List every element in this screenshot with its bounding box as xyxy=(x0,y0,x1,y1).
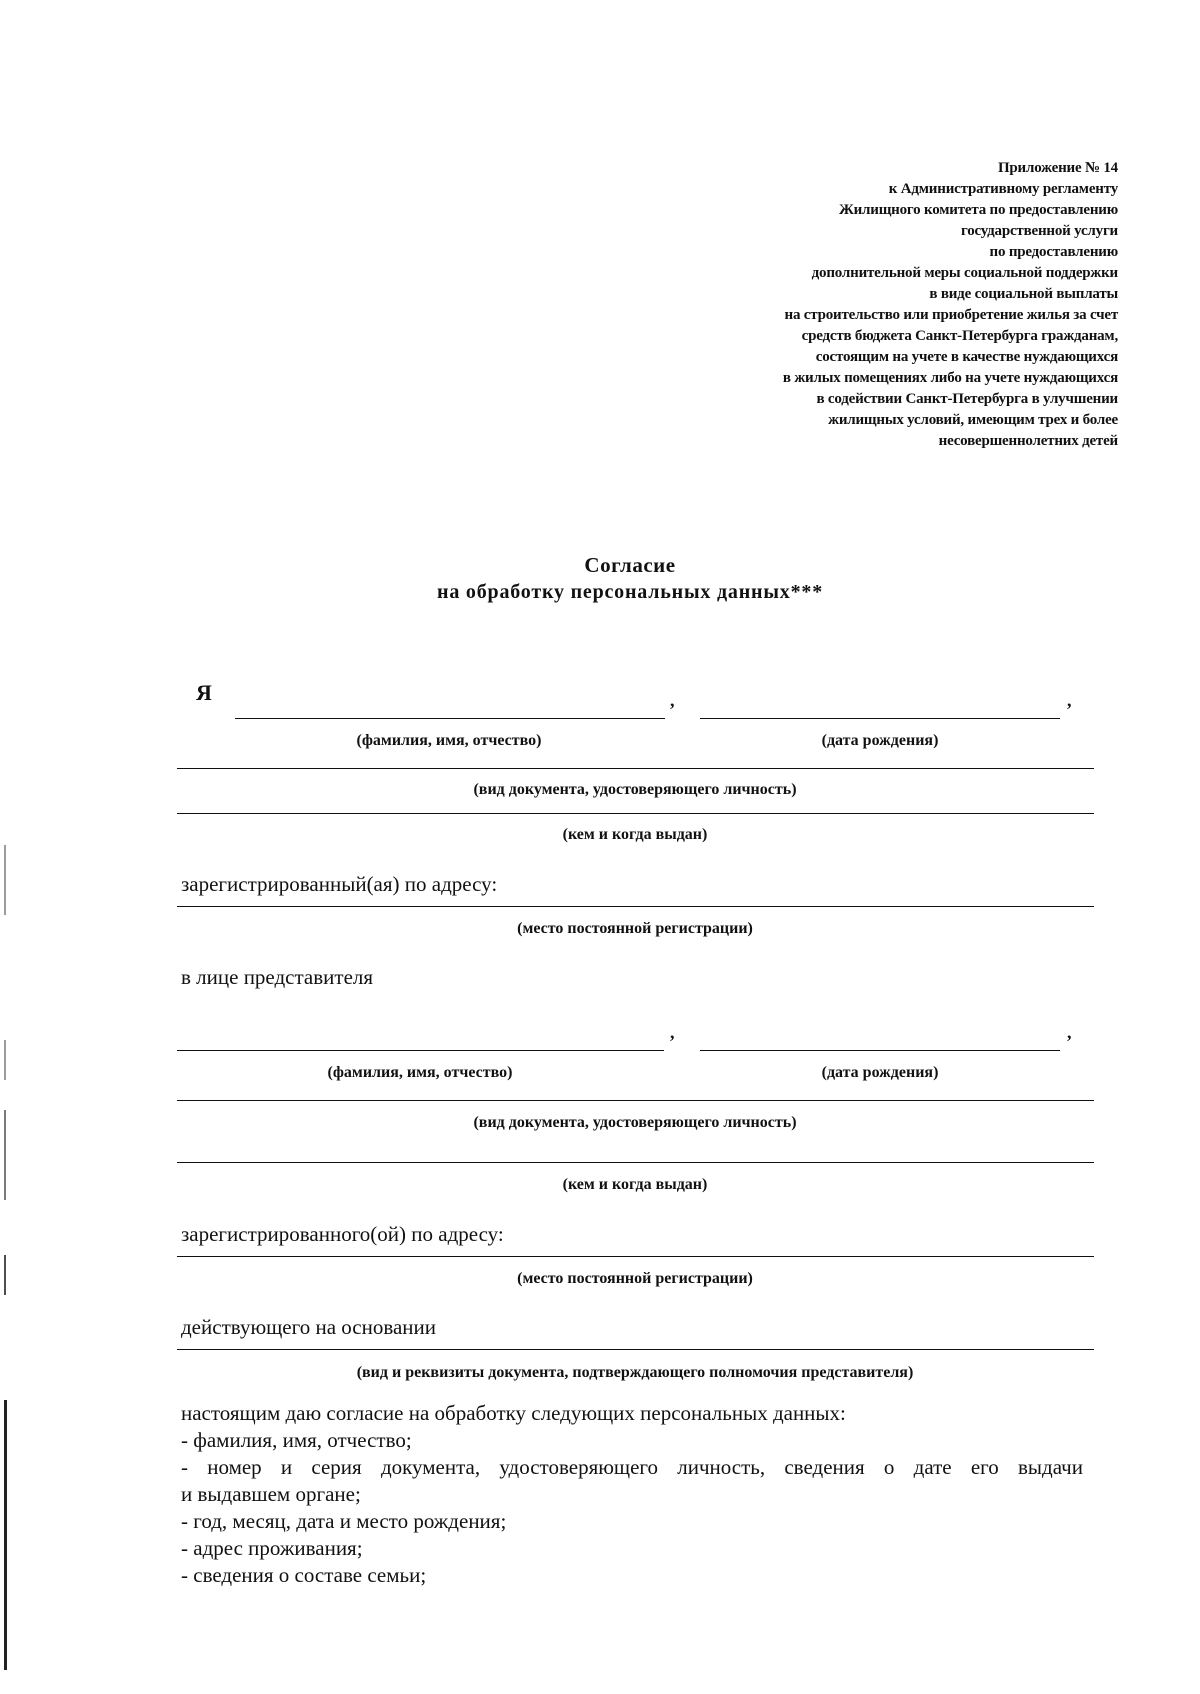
scan-artifact xyxy=(4,1400,7,1670)
applicant-document-field[interactable] xyxy=(177,768,1094,769)
comma: , xyxy=(670,1022,675,1042)
applicant-registered-label: зарегистрированный(ая) по адресу: xyxy=(181,872,498,896)
appendix-line: несовершеннолетних детей xyxy=(938,433,1118,449)
applicant-initial: Я xyxy=(196,680,212,705)
appendix-line: к Административному регламенту xyxy=(888,181,1118,197)
appendix-line: Приложение № 14 xyxy=(997,160,1118,176)
comma: , xyxy=(670,690,675,710)
representative-intro: в лице представителя xyxy=(181,965,374,989)
applicant-fio-field[interactable] xyxy=(235,718,665,719)
consent-item: - адрес проживания; xyxy=(181,1536,363,1560)
applicant-fio-caption: (фамилия, имя, отчество) xyxy=(356,732,542,749)
representative-issued-caption: (кем и когда выдан) xyxy=(562,1176,708,1193)
scan-artifact xyxy=(4,845,6,915)
consent-item: - номер и серия документа, удостоверяющего личность, сведения о дате его выдачи xyxy=(181,1455,1083,1479)
comma: , xyxy=(1067,1022,1072,1042)
consent-item: и выдавшем органе; xyxy=(181,1482,361,1506)
applicant-address-caption: (место постоянной регистрации) xyxy=(517,920,753,937)
appendix-line: дополнительной меры социальной поддержки xyxy=(811,265,1118,281)
representative-registered-label: зарегистрированного(ой) по адресу: xyxy=(181,1222,504,1246)
document-title xyxy=(0,552,1200,605)
representative-dob-field[interactable] xyxy=(700,1050,1060,1051)
representative-basis-field[interactable] xyxy=(177,1349,1094,1350)
applicant-dob-field[interactable] xyxy=(700,718,1060,719)
title-line-1: Согласие xyxy=(584,553,676,577)
consent-section xyxy=(181,1400,1083,1589)
representative-basis-label: действующего на основании xyxy=(181,1315,437,1339)
consent-item: - фамилия, имя, отчество; xyxy=(181,1428,412,1452)
scan-artifact xyxy=(4,1040,6,1080)
applicant-issued-caption: (кем и когда выдан) xyxy=(562,826,708,843)
representative-fio-field[interactable] xyxy=(177,1050,664,1051)
appendix-header xyxy=(598,158,1118,452)
consent-item: - сведения о составе семьи; xyxy=(181,1563,427,1587)
representative-dob-caption: (дата рождения) xyxy=(821,1064,939,1081)
appendix-line: средств бюджета Санкт-Петербурга гражданам, xyxy=(801,328,1118,344)
applicant-issued-field[interactable] xyxy=(177,813,1094,814)
appendix-line: государственной услуги xyxy=(960,223,1118,239)
representative-address-field[interactable] xyxy=(177,1256,1094,1257)
representative-document-caption: (вид документа, удостоверяющего личность) xyxy=(473,1114,797,1131)
representative-basis-caption: (вид и реквизиты документа, подтверждающего полномочия представителя) xyxy=(356,1364,914,1381)
appendix-line: в содействии Санкт-Петербурга в улучшении xyxy=(816,391,1118,407)
appendix-line: в виде социальной выплаты xyxy=(929,286,1118,302)
appendix-line: в жилых помещениях либо на учете нуждающихся xyxy=(782,370,1118,386)
representative-document-field[interactable] xyxy=(177,1100,1094,1101)
appendix-line: на строительство или приобретение жилья за счет xyxy=(784,307,1118,323)
applicant-address-field[interactable] xyxy=(177,906,1094,907)
representative-issued-field[interactable] xyxy=(177,1162,1094,1163)
comma: , xyxy=(1067,690,1072,710)
applicant-dob-caption: (дата рождения) xyxy=(821,732,939,749)
scan-artifact xyxy=(4,1255,6,1295)
appendix-line: состоящим на учете в качестве нуждающихся xyxy=(815,349,1118,365)
applicant-document-caption: (вид документа, удостоверяющего личность) xyxy=(473,781,797,798)
title-line-2: на обработку персональных данных*** xyxy=(437,581,823,603)
representative-address-caption: (место постоянной регистрации) xyxy=(517,1270,753,1287)
consent-intro: настоящим даю согласие на обработку следующих персональных данных: xyxy=(181,1401,846,1425)
appendix-line: жилищных условий, имеющим трех и более xyxy=(828,412,1118,428)
representative-fio-caption: (фамилия, имя, отчество) xyxy=(327,1064,513,1081)
consent-item: - год, месяц, дата и место рождения; xyxy=(181,1509,507,1533)
appendix-line: Жилищного комитета по предоставлению xyxy=(838,202,1118,218)
scan-artifact xyxy=(4,1110,6,1200)
appendix-line: по предоставлению xyxy=(989,244,1118,260)
